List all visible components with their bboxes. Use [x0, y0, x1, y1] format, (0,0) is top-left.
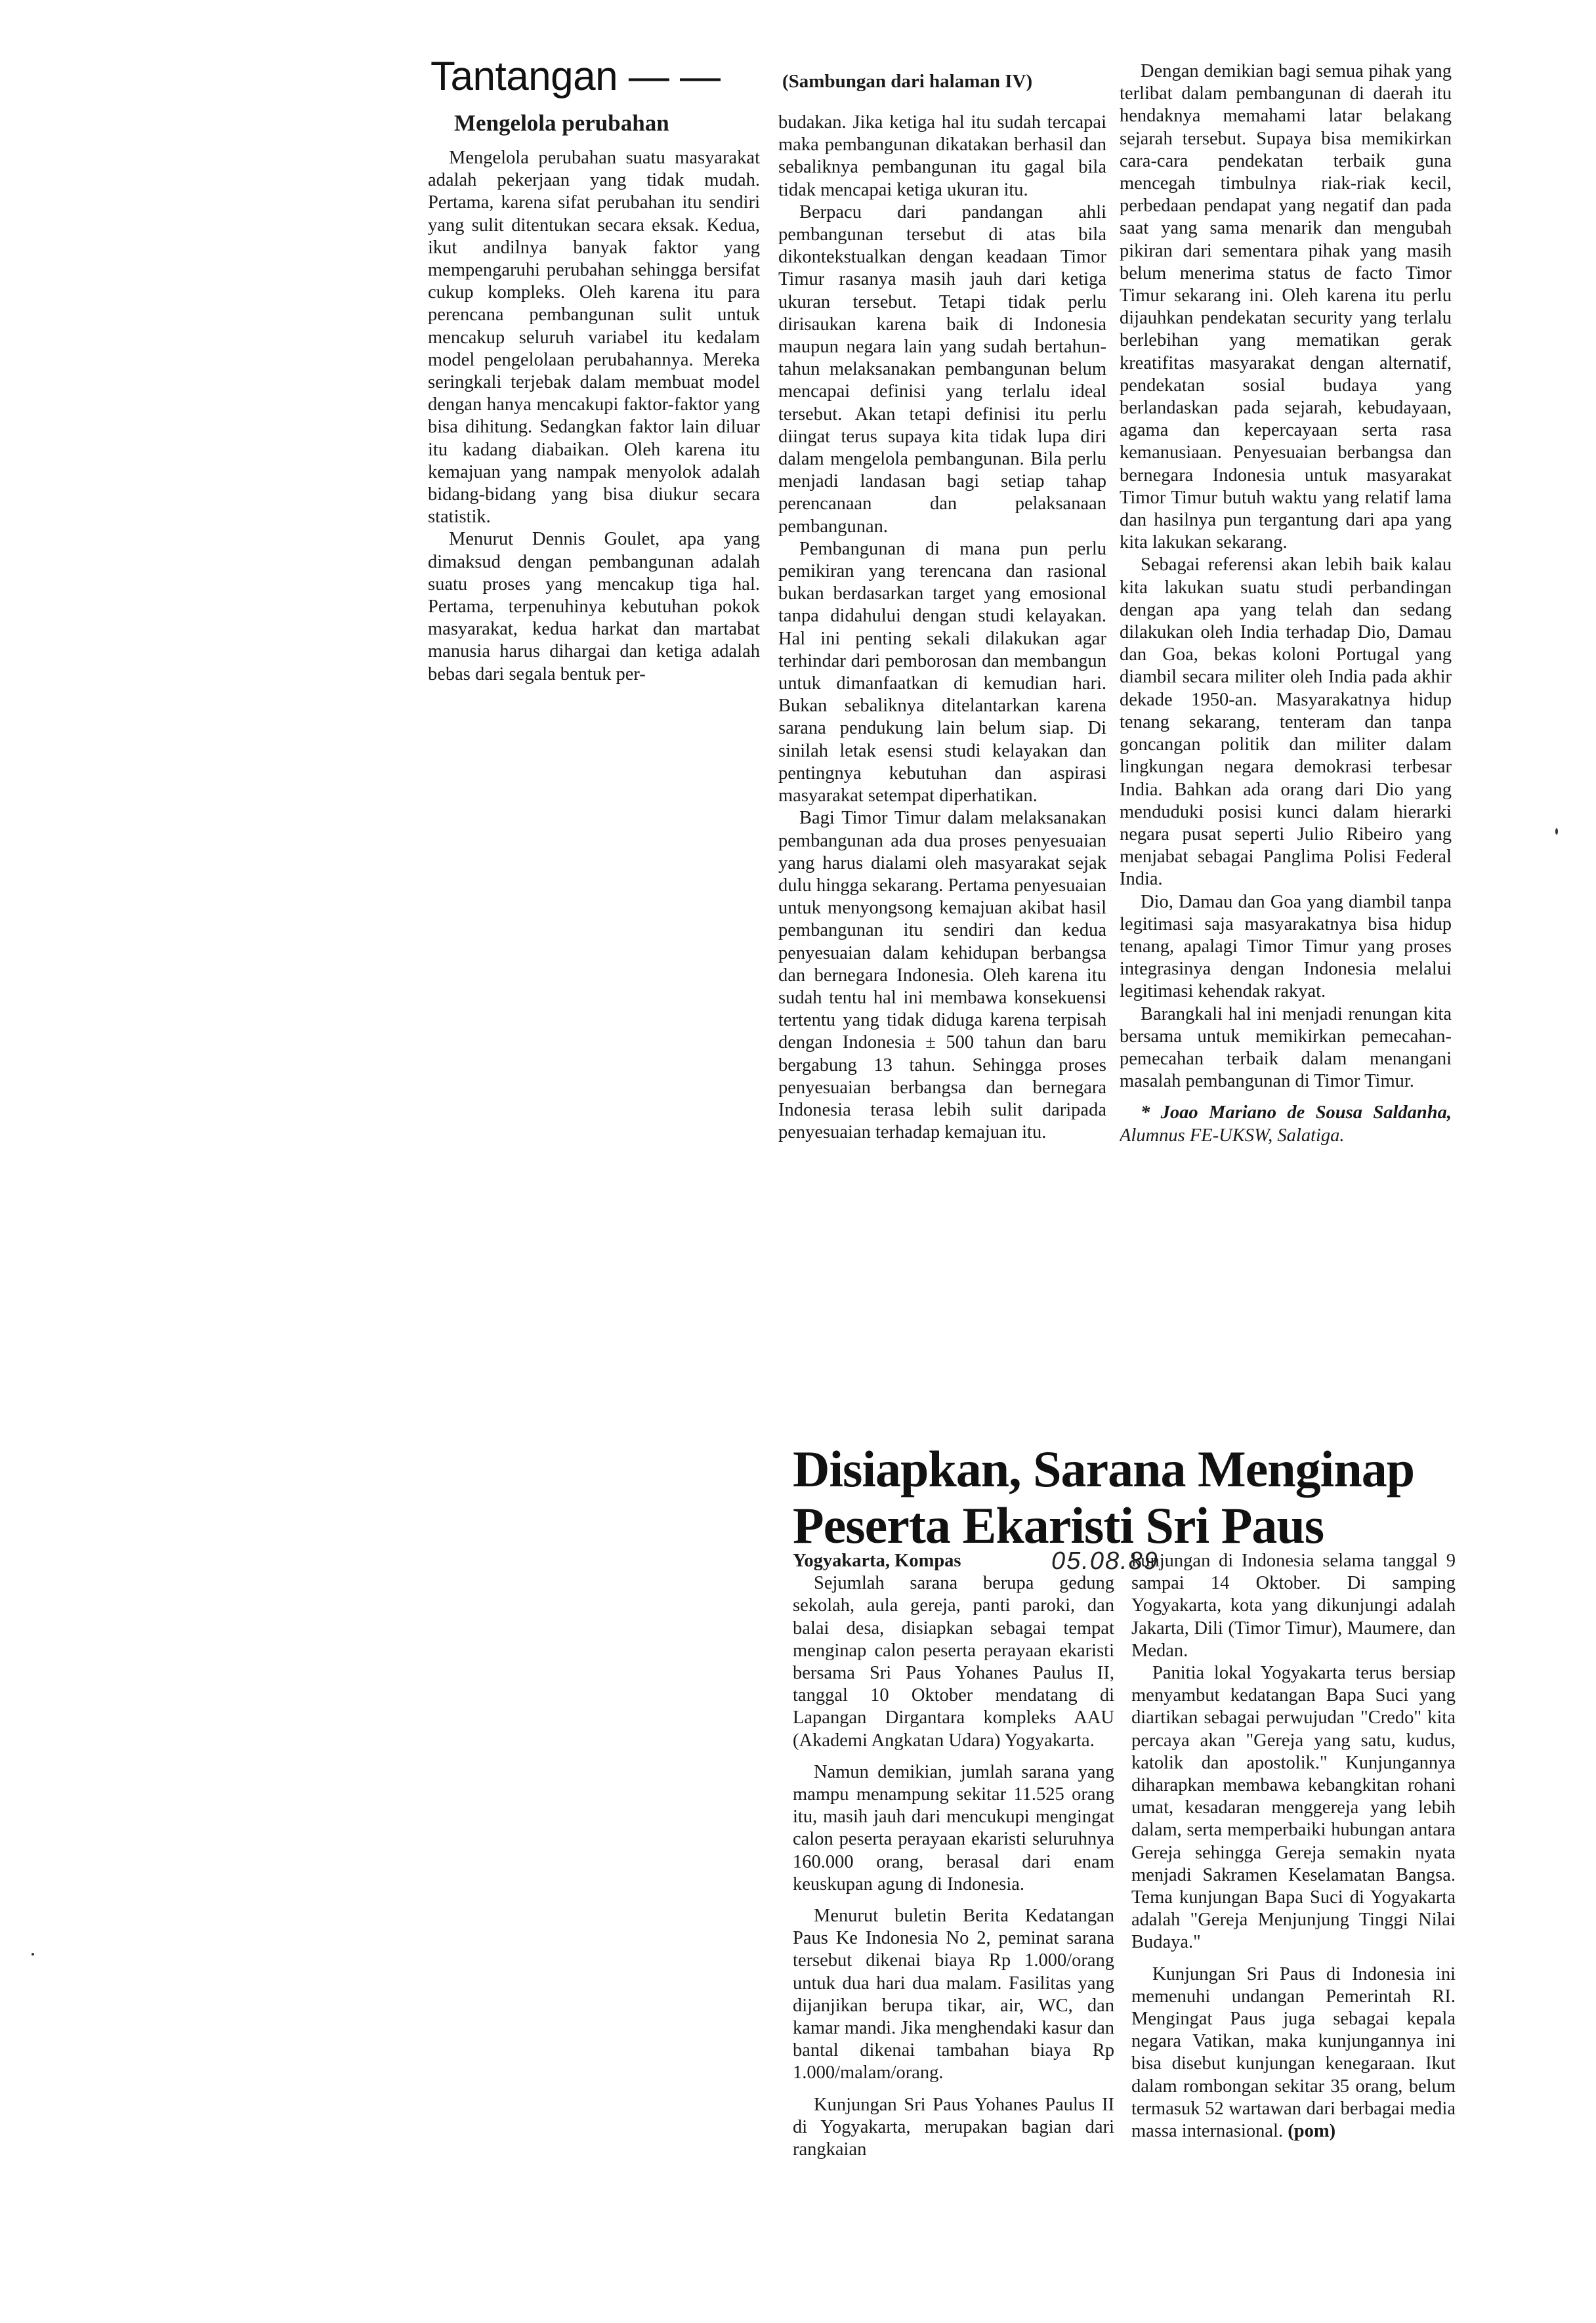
paragraph: Sebagai referensi akan lebih baik kalau kita lakukan suatu studi perbandingan dengan apa yang telah dan sedang dilakukan oleh India terhadap Dio, Damau dan Goa, bekas koloni Portugal yang diambil secara militer oleh India pada akhir dekade 1950-an. Masyarakatnya hidup tenang sekarang, tenteram dan tanpa goncangan politik dan militer dalam lingkungan negara demokrasi terbesar India. Bahkan ada orang dari Dio yang menduduki posisi kunci dalam hierarki negara pusat seperti Julio Ribeiro yang menjabat sebagai Panglima Polisi Federal India. — [1120, 555, 1452, 890]
author-affiliation: Alumnus FE-UKSW, Salatiga. — [1120, 1125, 1345, 1146]
scan-speck — [32, 1953, 34, 1956]
column-2 — [778, 112, 1106, 1411]
column-3 — [1120, 60, 1452, 1432]
dateline-text: Yogyakarta, Kompas — [793, 1551, 961, 1571]
section-subhead: Mengelola perubahan — [454, 110, 669, 136]
author-name: * Joao Mariano de Sousa Saldanha, — [1141, 1102, 1452, 1123]
continuation-note: (Sambungan dari halaman IV) — [782, 71, 1033, 92]
paragraph: Bagi Timor Timur dalam melaksanakan pembangunan ada dua proses penyesuaian yang harus dialami oleh masyarakat sejak dulu hingga sekarang. Pertama penyesuaian untuk menyongsong kemajuan akibat hasil pembangunan itu sendiri dan kedua penyesuaian dalam kehidupan berbangsa dan bernegara Indonesia. Oleh karena itu sudah tentu hal ini membawa konsekuensi tertentu yang tidak diduga karena terpisah dengan Indonesia ± 500 tahun dan baru bergabung 13 tahun. Sehingga proses penyesuaian berbangsa dan bernegara Indonesia terasa lebih sulit daripada penyesuaian terhadap kemajuan itu. — [778, 808, 1106, 1143]
paragraph: Dengan demikian bagi semua pihak yang terlibat dalam pembangunan di daerah itu hendaknya memahami latar belakang sejarah tersebut. Supaya bisa memikirkan cara-cara pendekatan terbaik guna mencegah timbulnya riak-riak kecil, perbedaan pendapat yang negatif dan pada saat yang sama menarik dan mengubah pikiran dari sementara pihak yang masih belum menerima status de facto Timor Timur sekarang ini. Oleh karena itu perlu dijauhkan pendekatan security yang terlalu berlebihan yang mematikan gerak kreatifitas masyarakat dengan alternatif, pendekatan sosial budaya yang berlandaskan pada sejarah, kebudayaan, agama dan kepercayaan serta rasa kemanusiaan. Penyesuaian berbangsa dan bernegara Indonesia untuk masyarakat Timor Timur butuh waktu yang relatif lama dan hasilnya pun tergantung dari apa yang kita lakukan sekarang. — [1120, 61, 1452, 553]
paragraph: Dio, Damau dan Goa yang diambil tanpa legitimasi saja masyarakatnya bisa hidup tenang, apalagi Timor Timur yang proses integrasinya dengan Indonesia melalui legitimasi kehendak rakyat. — [1120, 891, 1452, 1002]
paragraph: Barangkali hal ini menjadi renungan kita bersama untuk memikirkan pemecahan-pemecahan terbaik dalam menangani masalah pembangunan di Timor Timur. — [1120, 1003, 1452, 1092]
date-stamp: 05.08.89 — [1051, 1547, 1159, 1575]
paragraph: Panitia lokal Yogyakarta terus bersiap menyambut kedatangan Bapa Suci yang diartikan sebagai perwujudan "Credo" kita percaya akan "Gereja yang satu, kudus, katolik dan apostolik." Kunjungannya diharapkan membawa kebangkitan rohani umat, kesadaran menggereja yang lebih dalam, serta memperbaiki hubungan antara Gereja sehingga Gereja semakin nyata menjadi Sakramen Keselamatan Bangsa. Tema kunjungan Bapa Suci di Yogyakarta adalah "Gereja Menjunjung Tinggi Nilai Budaya." — [1131, 1663, 1456, 1953]
column-1 — [428, 147, 760, 829]
paragraph-text: Kunjungan Sri Paus di Indonesia ini memenuhi undangan Pemerintah RI. Mengingat Paus juga sebagai kepala negara Vatikan, maka kunjungannya ini bisa disebut kunjungan kenegaraan. Ikut dalam rombongan sekitar 35 orang, belum termasuk 52 wartawan dari berbagai media massa internasional. — [1131, 1963, 1456, 2142]
article2-headline: Disiapkan, Sarana Menginap Peserta Ekaristi Sri Paus — [793, 1440, 1415, 1554]
article-title: Tantangan — — — [430, 54, 721, 99]
paragraph: kunjungan di Indonesia selama tanggal 9 sampai 14 Oktober. Di samping Yogyakarta, kota yang dikunjungi adalah Jakarta, Dili (Timor Timur), Maumere, dan Medan. — [1131, 1551, 1456, 1661]
paragraph: Kunjungan Sri Paus Yohanes Paulus II di Yogyakarta, merupakan bagian dari rangkaian — [793, 2094, 1114, 2160]
paragraph: Pembangunan di mana pun perlu pemikiran yang terencana dan rasional bukan berdasarkan target yang emosional tanpa didahului dengan studi kelayakan. Hal ini penting sekali dilakukan agar terhindar dari pemborosan dan membangun untuk dimanfaatkan di kemudian hari. Bukan sebaliknya ditelantarkan karena sarana pendukung lain belum siap. Di sinilah letak esensi studi kelayakan dan pentingnya kebutuhan dan aspirasi masyarakat setempat diperhatikan. — [778, 538, 1106, 806]
paragraph — [1131, 1963, 1456, 2143]
paragraph: Berpacu dari pandangan ahli pembangunan tersebut di atas bila dikontekstualkan dengan keadaan Timor Timur rasanya masih jauh dari ketiga ukuran tersebut. Tetapi tidak perlu dirisaukan karena baik di Indonesia maupun negara lain yang sudah bertahun-tahun melaksanakan pembangunan belum mencapai definisi yang terlalu ideal tersebut. Akan tetapi definisi itu perlu diingat terus supaya kita tidak lupa diri dalam mengelola pembangunan. Bila perlu menjadi landasan bagi setiap tahap perencanaan dan pelaksanaan pembangunan. — [778, 201, 1106, 537]
article2-column-right — [1131, 1550, 1456, 2318]
paragraph: Sejumlah sarana berupa gedung sekolah, aula gereja, panti paroki, dan balai desa, disiapkan sebagai tempat menginap calon peserta perayaan ekaristi bersama Sri Paus Yohanes Paulus II, tanggal 10 Oktober mendatang di Lapangan Dirgantara kompleks AAU (Akademi Angkatan Udara) Yogyakarta. — [793, 1573, 1114, 1751]
paragraph: budakan. Jika ketiga hal itu sudah tercapai maka pembangunan dikatakan berhasil dan sebaliknya pembangunan itu gagal bila tidak mencapai ketiga ukuran itu. — [778, 112, 1106, 200]
paragraph: Mengelola perubahan suatu masyarakat adalah pekerjaan yang tidak mudah. Pertama, karena sifat perubahan itu sendiri yang sulit ditentukan secara eksak. Kedua, ikut andilnya banyak faktor yang mempengaruhi perubahan sehingga bersifat cukup kompleks. Oleh karena itu para perencana pembangunan sulit untuk mencakup seluruh variabel itu kedalam model pengelolaan perubahannya. Mereka seringkali terjebak dalam membuat model dengan hanya mencakupi faktor-faktor yang bisa dihitung. Sedangkan faktor lain diluar itu kadang diabaikan. Oleh karena itu kemajuan yang nampak menyolok adalah bidang-bidang yang bisa diukur secara statistik. — [428, 148, 760, 528]
author-byline — [1120, 1102, 1452, 1146]
paragraph: Namun demikian, jumlah sarana yang mampu menampung sekitar 11.525 orang itu, masih jauh dari mencukupi mengingat calon peserta perayaan ekaristi seluruhnya 160.000 orang, berasal dari enam keuskupan agung di Indonesia. — [793, 1761, 1114, 1894]
paragraph: Menurut Dennis Goulet, apa yang dimaksud dengan pembangunan adalah suatu proses yang mencakup tiga hal. Pertama, terpenuhinya kebutuhan pokok masyarakat, kedua harkat dan martabat manusia harus dihargai dan ketiga adalah bebas dari segala bentuk per- — [428, 529, 760, 684]
reporter-signoff: (pom) — [1288, 2121, 1336, 2142]
article2-column-left — [793, 1550, 1114, 2318]
paragraph: Menurut buletin Berita Kedatangan Paus Ke Indonesia No 2, peminat sarana tersebut dikenai biaya Rp 1.000/orang untuk dua hari dua malam. Fasilitas yang dijanjikan berupa tikar, air, WC, dan kamar mandi. Jika menghendaki kasur dan bantal dikenai tambahan biaya Rp 1.000/malam/orang. — [793, 1906, 1114, 2083]
scan-speck — [1555, 828, 1558, 835]
dateline — [793, 1550, 1114, 1572]
